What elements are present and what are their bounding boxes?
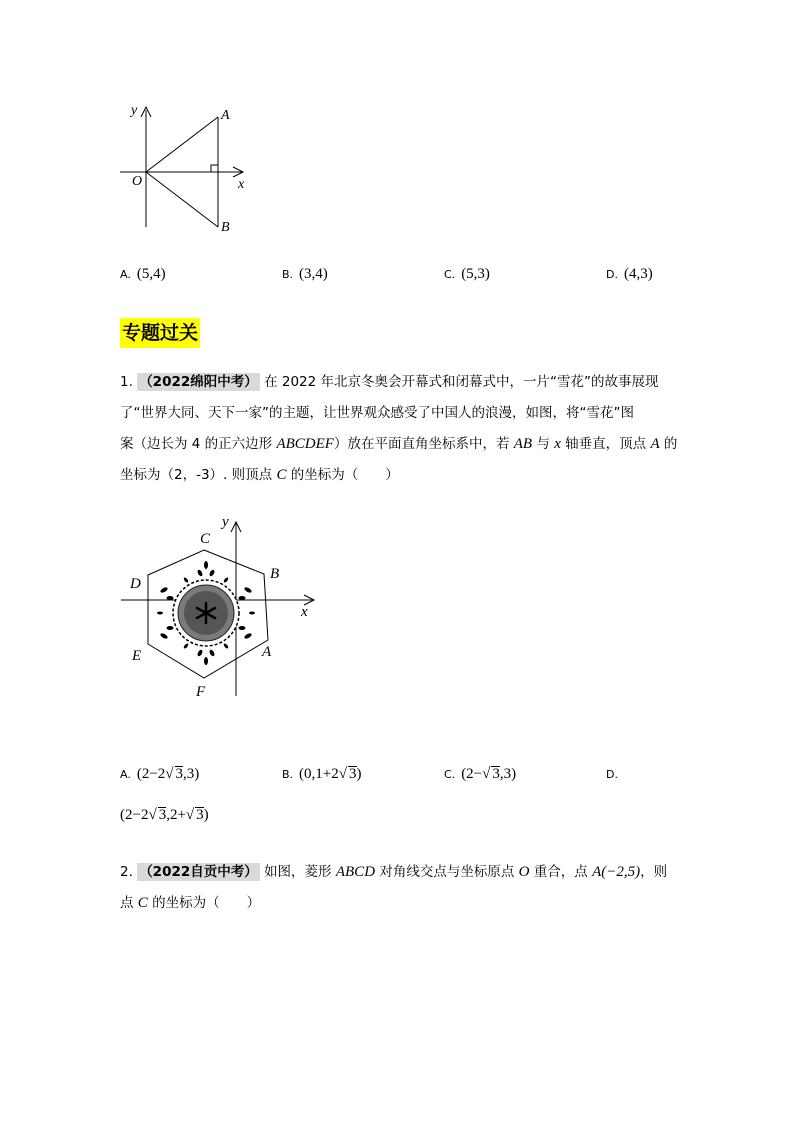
y-label: y [131, 103, 138, 118]
figure-hexagon-snowflake [118, 510, 323, 705]
q0-option-c[interactable]: C. (5,3) [444, 266, 490, 282]
q1-line-4: 坐标为（2，-3）. 则顶点 C 的坐标为（ ） [120, 467, 399, 483]
vertex-a-label: A [262, 644, 272, 660]
q1-line-1: 1. （2022绵阳中考） 在 2022 年北京冬奥会开幕式和闭幕式中，一片“雪花”的故事展现 [120, 374, 659, 390]
q1-number: 1. [120, 374, 133, 390]
q0-option-d[interactable]: D. (4,3) [606, 266, 653, 282]
point-b-label: B [221, 220, 230, 235]
q1-source-tag: （2022绵阳中考） [139, 374, 258, 390]
q0-option-b[interactable]: B. (3,4) [282, 266, 328, 282]
question-2-text [120, 857, 690, 919]
q2-source-tag: （2022自贡中考） [139, 864, 258, 880]
vertex-d-label: D [130, 576, 141, 592]
segment-ob [146, 172, 218, 227]
snowflake-pattern [157, 561, 255, 665]
vertex-e-label: E [132, 648, 142, 664]
section-title: 专题过关 [120, 318, 200, 348]
q1-option-c[interactable]: C. (2−√ 3,3) [444, 766, 517, 782]
q2-number: 2. [120, 864, 133, 880]
q1-option-a[interactable]: A. (2−2√ 3,3) [120, 766, 200, 782]
q1-line-3: 案（边长为 4 的正六边形 ABCDEF）放在平面直角坐标系中，若 AB 与 x 轴垂直，顶点 A 的 [120, 436, 678, 452]
origin-label: O [132, 174, 143, 189]
q2-line-1: 2. （2022自贡中考） 如图，菱形 ABCD 对角线交点与坐标原点 O 重合，点 A(−2,5)，则 [120, 864, 668, 880]
vertex-f-label: F [196, 684, 206, 700]
q1-option-b[interactable]: B. (0,1+2√ 3) [282, 766, 362, 782]
right-angle-mark [211, 165, 218, 172]
y-label: y [222, 514, 229, 530]
vertex-c-label: C [200, 531, 211, 547]
segment-oa [146, 117, 218, 172]
x-label: x [238, 177, 245, 192]
figure-triangle-aob [115, 95, 265, 245]
q1-line-2: 了“世界大同、天下一家”的主题，让世界观众感受了中国人的浪漫，如图，将“雪花”图 [120, 405, 634, 421]
vertex-b-label: B [270, 566, 280, 582]
q2-line-2: 点 C 的坐标为（ ） [120, 895, 261, 911]
q0-option-a[interactable]: A. (5,4) [120, 266, 166, 282]
q1-option-d-label[interactable]: D. [606, 768, 618, 781]
x-label: x [301, 604, 308, 620]
question-1-text [120, 367, 680, 491]
q1-option-d-value[interactable]: (2−2√ 3,2+√ 3) [120, 807, 209, 823]
point-a-label: A [221, 108, 230, 123]
